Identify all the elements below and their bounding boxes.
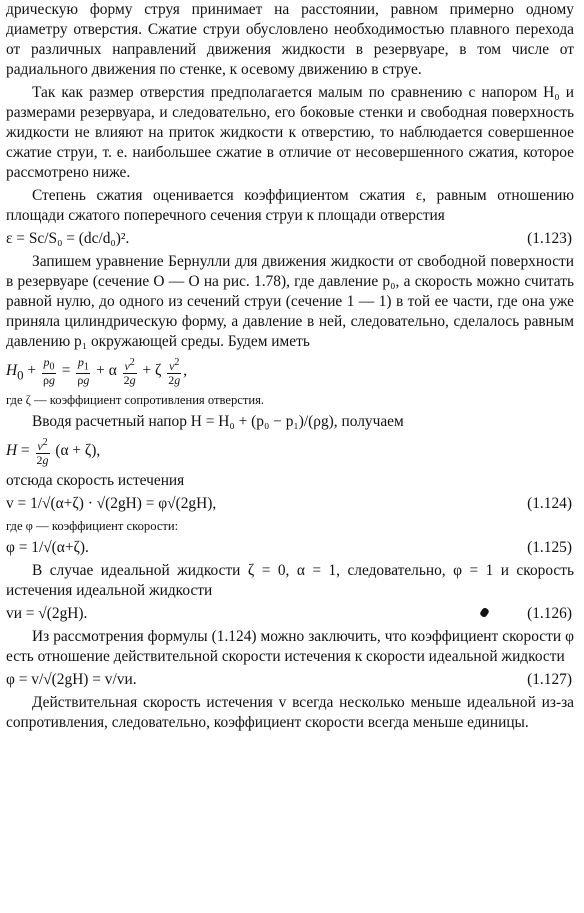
equation-head: H = $\frac{v^2}{2g}$ (α + ζ), — [6, 437, 101, 468]
equation-1-124-body: v = 1/√(α+ζ) · √(2gH) = φ√(2gH), — [6, 495, 217, 513]
equation-1-125-body: φ = 1/√(α+ζ). — [6, 539, 89, 557]
paragraph-formula-analysis: Из рассмотрения формулы (1.124) можно заключить, что коэффициент скорости φ есть отношение действительной скорости истечения к скорости идеальной жидкости — [6, 628, 574, 666]
equation-1-126 — [6, 604, 574, 624]
paragraph-ideal-fluid: В случае идеальной жидкости ζ = 0, α = 1, следовательно, φ = 1 и скорость истечения идеальной жидкости — [6, 562, 574, 600]
equation-1-127-body: φ = v/√(2gH) = v/vи. — [6, 671, 137, 689]
equation-1-126-number: (1.126) — [527, 605, 572, 623]
equation-1-127-number: (1.127) — [527, 671, 572, 689]
equation-1-124-number: (1.124) — [527, 495, 572, 513]
equation-1-126-body: vи = √(2gH). — [6, 605, 88, 623]
equation-1-127 — [6, 670, 574, 690]
paragraph-bernoulli: Запишем уравнение Бернулли для движения жидкости от свободной поверхности в резервуаре (сечение O — O на рис. 1.78), где давление p₀, а скорость можно считать равной нулю, до одного из сечений струи (сечение 1 — 1) в той ее части, где она уже приняла цилиндрическую форму, а давление в ней, следовательно, сделалось равным давлению p₁ окружающей среды. Будем иметь — [6, 253, 574, 350]
equation-1-125 — [6, 538, 574, 558]
paragraph-outflow-velocity: отсюда скорость истечения — [6, 472, 185, 490]
equation-bernoulli: $H_0$ + $\frac{p_0}{\rho g}$ = $\frac{p_1}{\rho g}$ + α $\frac{v^2}{2g}$ + ζ $\frac{v^2}{2g}$ , — [6, 355, 188, 388]
equation-1-123 — [6, 229, 574, 249]
paragraph-velocity-coefficient: где φ — коэффициент скорости: — [6, 519, 179, 534]
paragraph-continuation: дрическую форму струя принимает на расстоянии, равном примерно одному диаметру отверстия. Сжатие струи обусловлено необходимостью плавного перехода от различных направлений движения жидкости в резервуаре, в том числе от радиального движения по стенке, к осевому движению в струе. — [6, 1, 574, 78]
paragraph-resistance-coefficient: где ζ — коэффициент сопротивления отверстия. — [6, 393, 265, 408]
equation-1-123-number: (1.123) — [527, 230, 572, 247]
paragraph-design-head: Вводя расчетный напор H = H₀ + (p₀ − p₁)/(ρg), получаем — [32, 413, 404, 431]
equation-1-124 — [6, 494, 574, 514]
paragraph-perfect-contraction: Так как размер отверстия предполагается малым по сравнению с напором H₀ и размерами резервуара, и следовательно, его боковые стенки и свободная поверхность жидкости не влияют на приток жидкости к отверстию, то наблюдается совершенное сжатие струи, т. е. наибольшее сжатие в отличие от несовершенного сжатия, которое рассмотрено ниже. — [6, 84, 574, 181]
equation-1-125-number: (1.125) — [527, 539, 572, 557]
equation-1-123-body: ε = Sс/S₀ = (dс/d₀)². — [6, 230, 130, 247]
paragraph-conclusion: Действительная скорость истечения v всегда несколько меньше идеальной из-за сопротивления, следовательно, коэффициент скорости всегда меньше единицы. — [6, 694, 574, 732]
paragraph-contraction-coefficient: Степень сжатия оценивается коэффициентом сжатия ε, равным отношению площади сжатого поперечного сечения струи к площади отверстия — [6, 187, 574, 224]
